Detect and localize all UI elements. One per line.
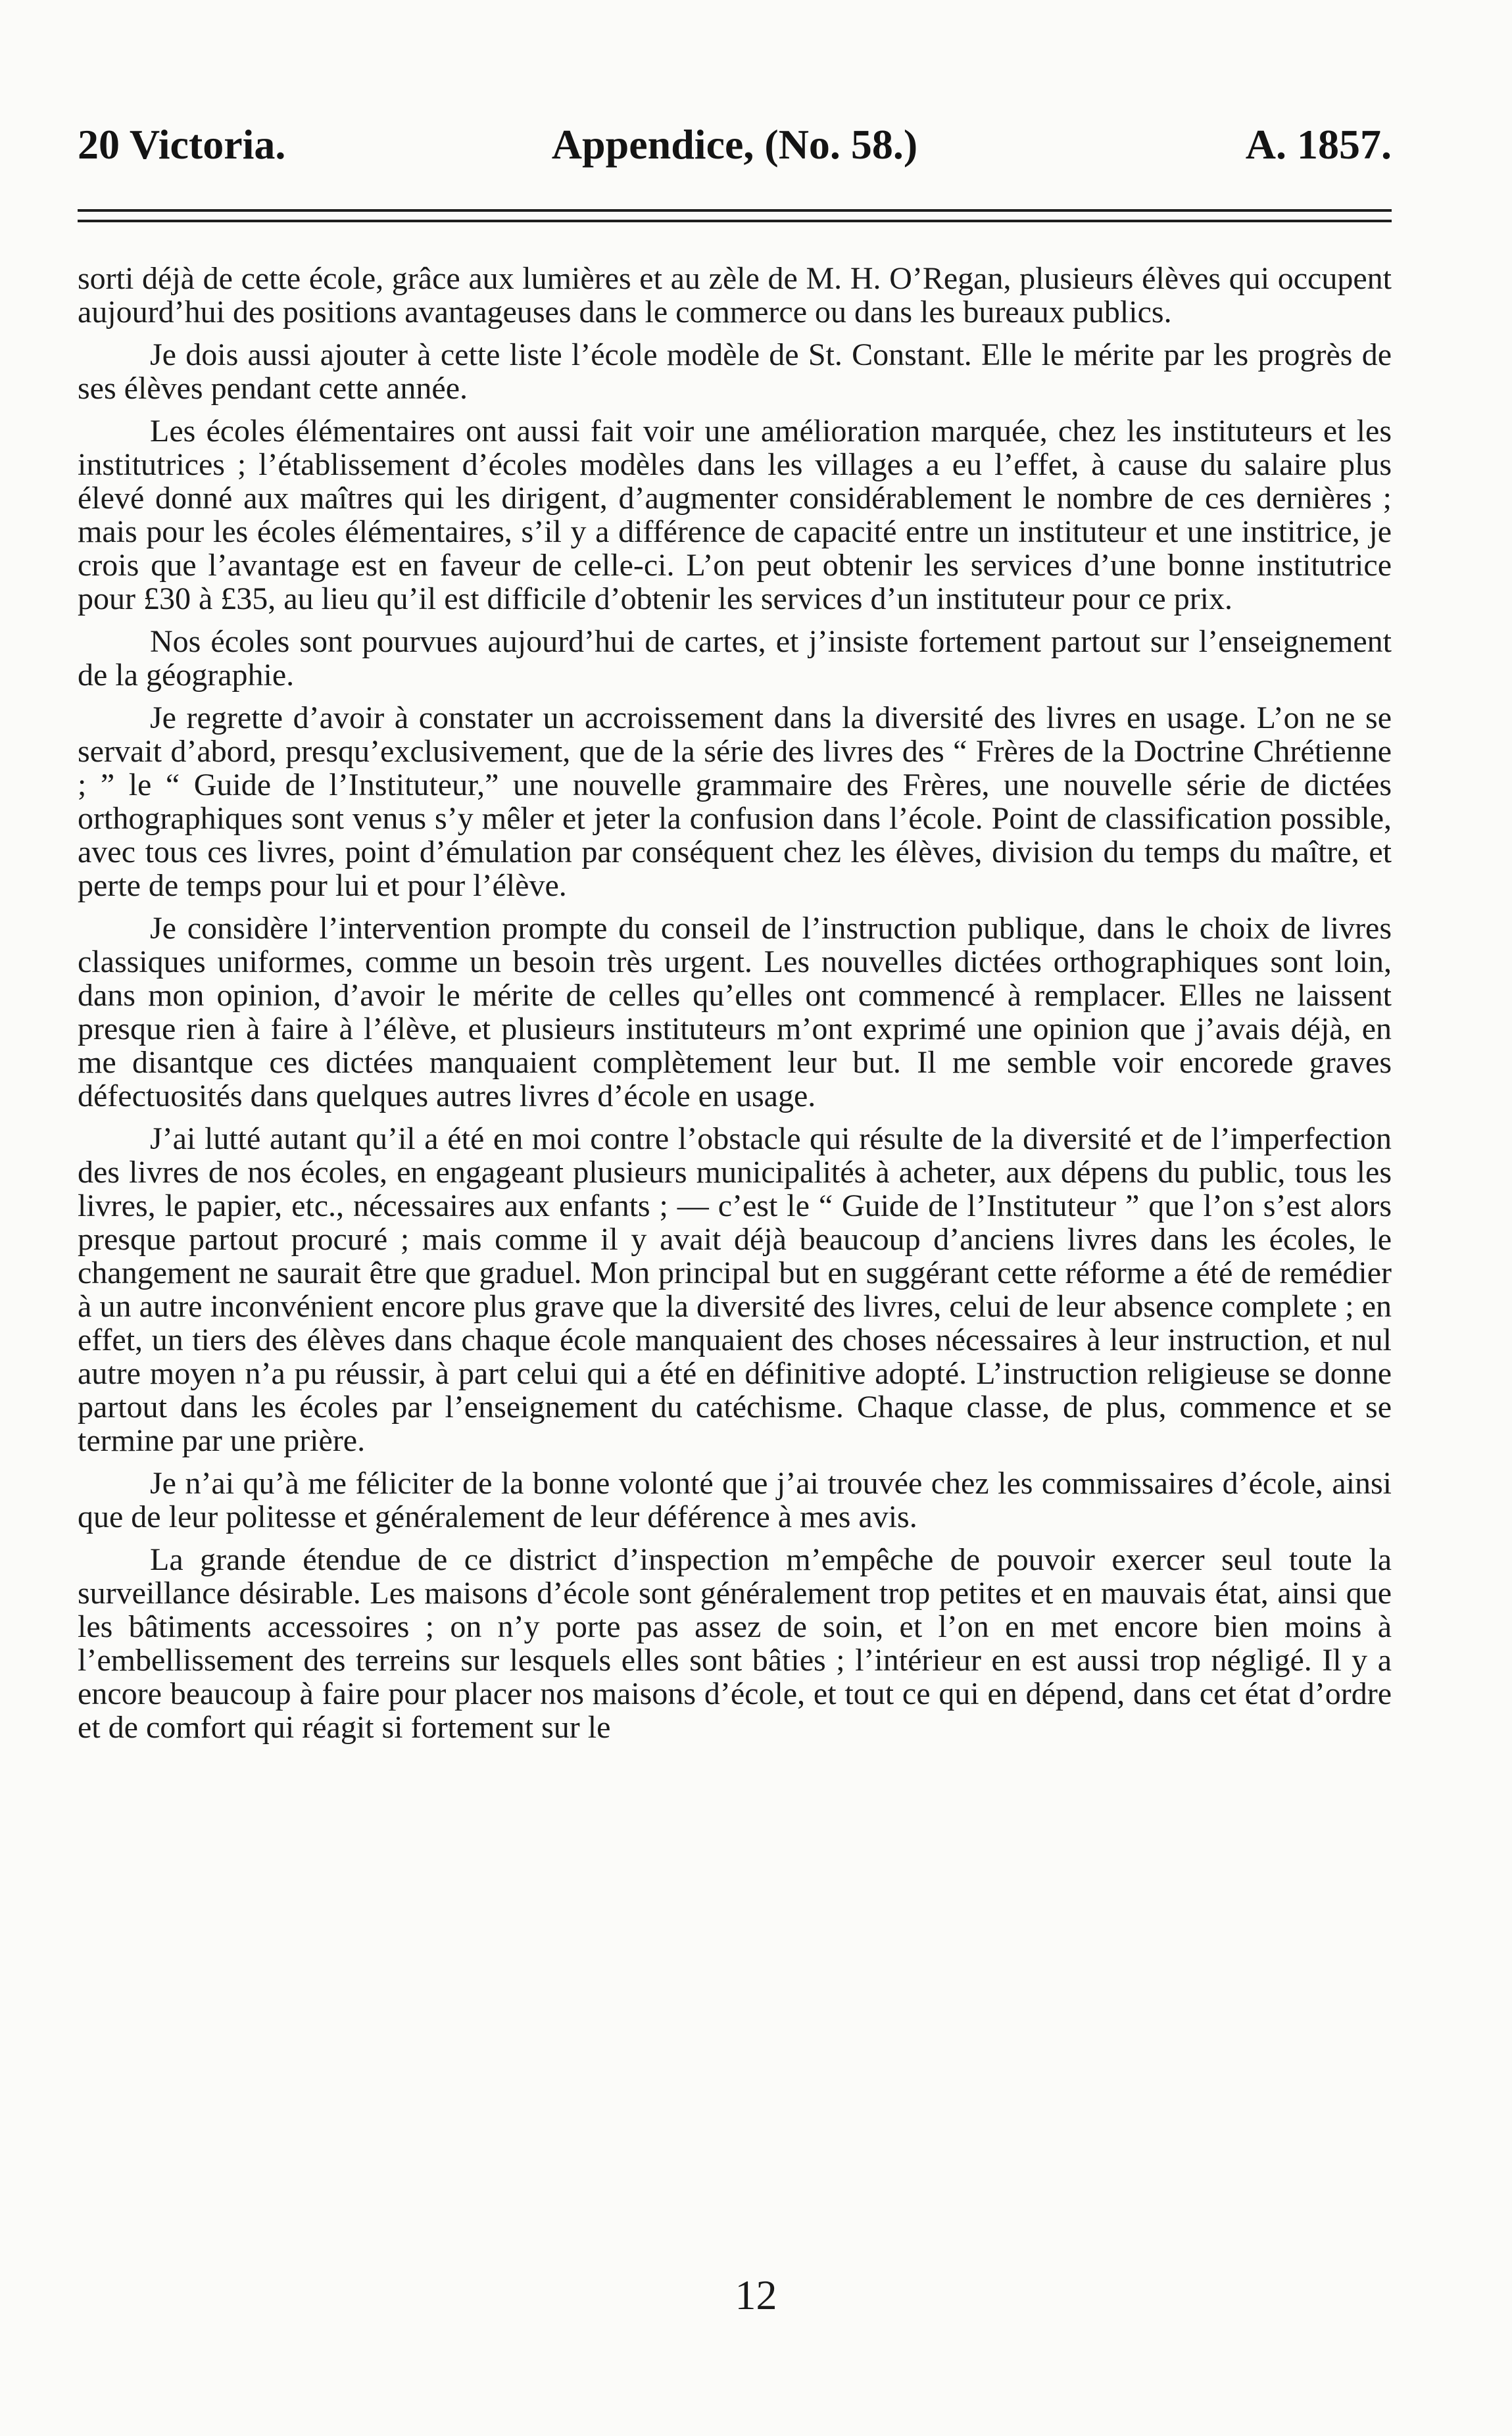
header-year: A. 1857.: [1245, 121, 1392, 168]
page-number: 12: [735, 2272, 777, 2318]
paragraph: Je considère l’intervention prompte du conseil de l’instruction publique, dans le choix de livres classiques uniformes, comme un besoin très urgent. Les nouvelles dictées orthographiques sont loin, dans mon opinion, d’avoir le mérite de celles qu’elles ont commencé à remplacer. Elles ne laissent presque rien à faire à l’élève, et plusieurs instituteurs m’ont exprimé une opinion que j’avais déjà, en me disantque ces dictées manquaient complètement leur but. Il me semble voir encorede graves défectuosités dans quelques autres livres d’école en usage.: [78, 911, 1392, 1113]
header-rule-bottom: [78, 220, 1392, 222]
paragraph: Je regrette d’avoir à constater un accroissement dans la diversité des livres en usage. L’on ne se servait d’abord, presqu’exclusivement, que de la série des livres des “ Frères de la Doctrine Chrétienne ; ” le “ Guide de l’Instituteur,” une nouvelle grammaire des Frères, une nouvelle série de dictées orthographiques sont venus s’y mêler et jeter la confusion dans l’école. Point de classification possible, avec tous ces livres, point d’émulation par conséquent chez les élèves, division du temps du maître, et perte de temps pour lui et pour l’élève.: [78, 700, 1392, 903]
running-header: [78, 113, 1392, 176]
paragraph: Je n’ai qu’à me féliciter de la bonne volonté que j’ai trouvée chez les commissaires d’école, ainsi que de leur politesse et généralement de leur déférence à mes avis.: [78, 1466, 1392, 1534]
header-regnal-year: 20 Victoria.: [78, 121, 286, 168]
paragraph: Je dois aussi ajouter à cette liste l’école modèle de St. Constant. Elle le mérite par les progrès de ses élèves pendant cette année.: [78, 337, 1392, 406]
header-appendix-number: Appendice, (No. 58.): [551, 121, 918, 168]
header-rule-top: [78, 209, 1392, 212]
paragraph-continuation: sorti déjà de cette école, grâce aux lumières et au zèle de M. H. O’Regan, plusieurs élèves qui occupent aujourd’hui des positions avantageuses dans le commerce ou dans les bureaux publics.: [78, 261, 1392, 329]
paragraph: La grande étendue de ce district d’inspection m’empêche de pouvoir exercer seul toute la surveillance désirable. Les maisons d’école sont généralement trop petites et en mauvais état, ainsi que les bâtiments accessoires ; on n’y porte pas assez de soin, et l’on en met encore bien moins à l’embellissement des terreins sur lesquels elles sont bâties ; l’intérieur en est aussi trop négligé. Il y a encore beaucoup à faire pour placer nos maisons d’école, et tout ce qui en dépend, dans cet état d’ordre et de comfort qui réagit si fortement sur le: [78, 1542, 1392, 1745]
body-text: [78, 262, 1392, 1753]
paragraph: Nos écoles sont pourvues aujourd’hui de cartes, et j’insiste fortement partout sur l’enseignement de la géographie.: [78, 624, 1392, 693]
paragraph: Les écoles élémentaires ont aussi fait voir une amélioration marquée, chez les instituteurs et les institutrices ; l’établissement d’écoles modèles dans les villages a eu l’effet, à cause du salaire plus élevé donné aux maîtres qui les dirigent, d’augmenter considérablement le nombre de ces dernières ; mais pour les écoles élémentaires, s’il y a différence de capacité entre un instituteur et une institrice, je crois que l’avantage est en faveur de celle-ci. L’on peut obtenir les services d’une bonne institutrice pour £30 à £35, au lieu qu’il est difficile d’obtenir les services d’un instituteur pour ce prix.: [78, 414, 1392, 616]
paragraph: J’ai lutté autant qu’il a été en moi contre l’obstacle qui résulte de la diversité et de l’imperfection des livres de nos écoles, en engageant plusieurs municipalités à acheter, aux dépens du public, tous les livres, le papier, etc., nécessaires aux enfants ; — c’est le “ Guide de l’Instituteur ” que l’on s’est alors presque partout procuré ; mais comme il y avait déjà beaucoup d’anciens livres dans les écoles, le changement ne saurait être que graduel. Mon principal but en suggérant cette réforme a été de remédier à un autre inconvénient encore plus grave que la diversité des livres, celui de leur absence complete ; en effet, un tiers des élèves dans chaque école manquaient des choses nécessaires à leur instruction, et nul autre moyen n’a pu réussir, à part celui qui a été en définitive adopté. L’instruction religieuse se donne partout dans les écoles par l’enseignement du catéchisme. Chaque classe, de plus, commence et se termine par une prière.: [78, 1121, 1392, 1458]
